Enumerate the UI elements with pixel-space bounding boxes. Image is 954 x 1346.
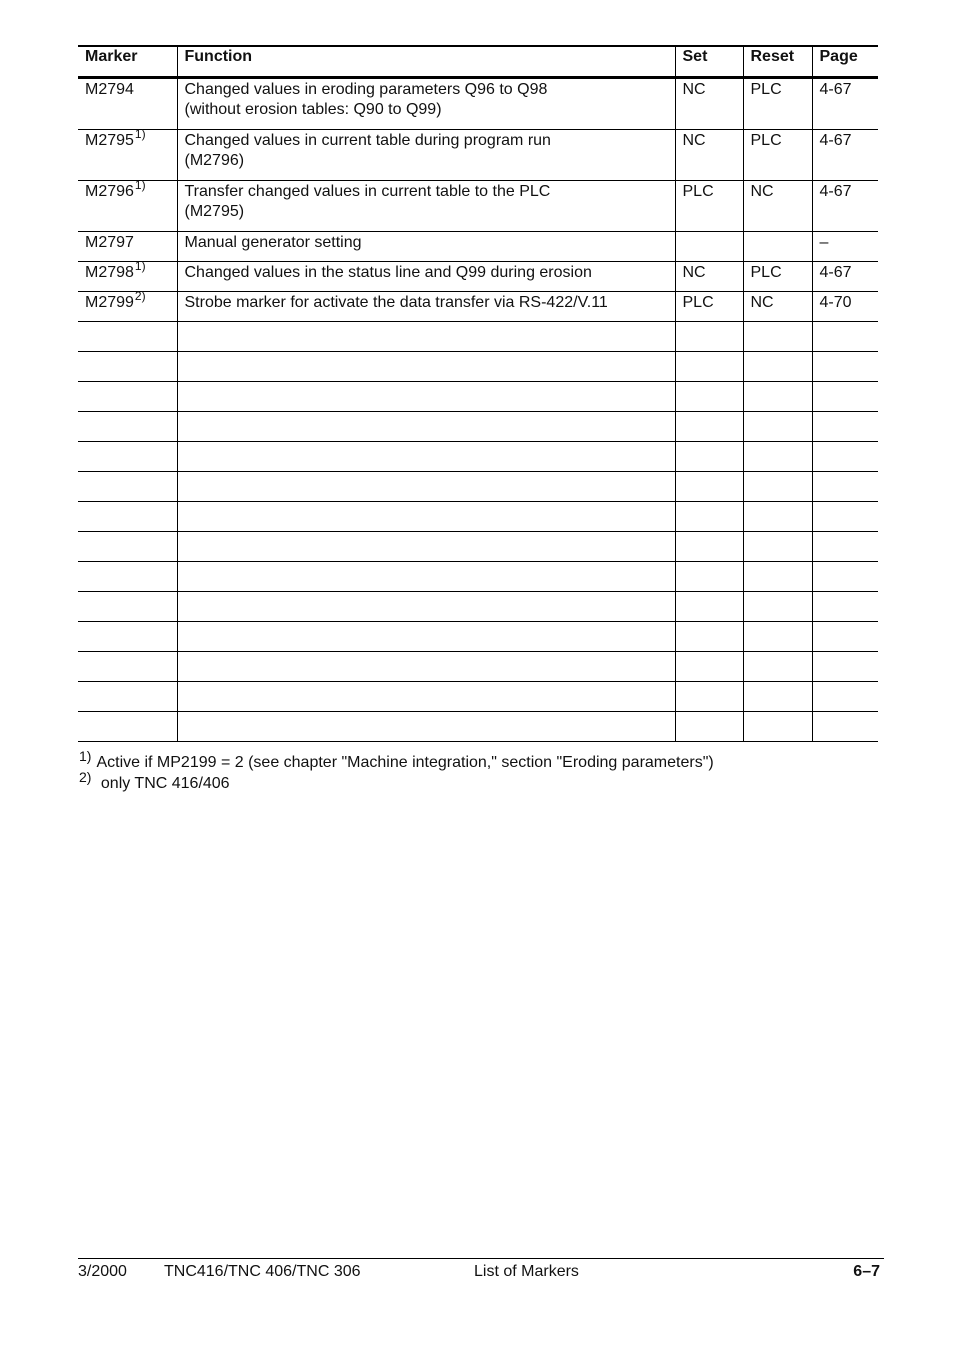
empty-cell: [675, 412, 743, 442]
cell-reset: PLC: [743, 130, 812, 181]
empty-cell: [675, 652, 743, 682]
cell-page: 4-67: [812, 262, 878, 292]
cell-reset: [743, 232, 812, 262]
empty-cell: [78, 682, 177, 712]
empty-cell: [675, 442, 743, 472]
empty-table-row: [78, 352, 878, 382]
empty-cell: [78, 442, 177, 472]
empty-cell: [78, 562, 177, 592]
cell-function: [177, 130, 675, 181]
empty-cell: [812, 622, 878, 652]
empty-cell: [675, 562, 743, 592]
empty-cell: [177, 652, 675, 682]
function-text-line: Manual generator setting: [184, 234, 362, 251]
empty-cell: [78, 502, 177, 532]
empty-cell: [177, 352, 675, 382]
cell-set: NC: [675, 78, 743, 130]
footnote-2: [79, 769, 714, 794]
empty-table-row: [78, 412, 878, 442]
function-text-line: Transfer changed values in current table to the PLC: [184, 183, 551, 200]
empty-cell: [812, 442, 878, 472]
footnote-1: [79, 748, 714, 773]
footnote-ref: 1): [134, 127, 146, 141]
cell-page: 4-67: [812, 130, 878, 181]
footnote-mark: 1): [79, 748, 92, 764]
empty-cell: [743, 502, 812, 532]
empty-cell: [675, 322, 743, 352]
empty-cell: [177, 562, 675, 592]
cell-function: [177, 78, 675, 130]
empty-cell: [177, 322, 675, 352]
empty-cell: [812, 712, 878, 742]
empty-cell: [78, 592, 177, 622]
empty-cell: [675, 352, 743, 382]
cell-reset: PLC: [743, 78, 812, 130]
function-text-line: Changed values in eroding parameters Q96 to Q98: [184, 81, 548, 98]
table-row: [78, 232, 878, 262]
empty-cell: [78, 472, 177, 502]
empty-cell: [743, 592, 812, 622]
cell-set: PLC: [675, 292, 743, 322]
header-set: Set: [675, 46, 743, 78]
cell-function: [177, 232, 675, 262]
cell-reset: NC: [743, 292, 812, 322]
empty-table-row: [78, 622, 878, 652]
table-row: [78, 292, 878, 322]
table-row: [78, 78, 878, 130]
empty-table-row: [78, 382, 878, 412]
marker-table: [78, 45, 878, 742]
empty-cell: [812, 592, 878, 622]
empty-table-row: [78, 472, 878, 502]
cell-set: NC: [675, 130, 743, 181]
empty-table-row: [78, 712, 878, 742]
cell-reset: NC: [743, 181, 812, 232]
empty-table-row: [78, 502, 878, 532]
header-reset: Reset: [743, 46, 812, 78]
empty-cell: [743, 712, 812, 742]
empty-cell: [812, 322, 878, 352]
empty-cell: [177, 682, 675, 712]
marker-id: M2799: [85, 294, 134, 311]
empty-cell: [812, 472, 878, 502]
empty-cell: [812, 682, 878, 712]
function-text-line: (M2796): [184, 152, 245, 169]
empty-cell: [177, 532, 675, 562]
cell-set: [675, 232, 743, 262]
empty-cell: [177, 622, 675, 652]
cell-marker: [78, 289, 177, 322]
empty-table-row: [78, 592, 878, 622]
empty-cell: [177, 442, 675, 472]
empty-table-row: [78, 682, 878, 712]
footnote-text: only TNC 416/406: [100, 775, 230, 792]
cell-set: NC: [675, 262, 743, 292]
empty-cell: [743, 382, 812, 412]
marker-id: M2797: [85, 234, 134, 251]
empty-cell: [177, 412, 675, 442]
empty-cell: [78, 712, 177, 742]
empty-cell: [812, 502, 878, 532]
empty-cell: [812, 652, 878, 682]
cell-page: 4-67: [812, 181, 878, 232]
cell-function: [177, 292, 675, 322]
cell-function: [177, 181, 675, 232]
header-page: Page: [812, 46, 878, 78]
cell-reset: PLC: [743, 262, 812, 292]
cell-function: [177, 262, 675, 292]
empty-cell: [743, 652, 812, 682]
marker-id: M2796: [85, 183, 134, 200]
empty-cell: [675, 682, 743, 712]
empty-cell: [812, 352, 878, 382]
footer-section-title: List of Markers: [474, 1263, 579, 1280]
marker-id: M2794: [85, 81, 134, 98]
empty-table-row: [78, 442, 878, 472]
table-row: [78, 262, 878, 292]
table-header-row: [78, 46, 878, 78]
cell-marker: [78, 232, 177, 262]
empty-cell: [675, 472, 743, 502]
header-marker: Marker: [78, 46, 177, 78]
empty-cell: [78, 322, 177, 352]
empty-cell: [177, 382, 675, 412]
empty-cell: [743, 442, 812, 472]
empty-cell: [78, 532, 177, 562]
cell-page: –: [812, 232, 878, 262]
function-text-line: Changed values in current table during program run: [184, 132, 551, 149]
empty-table-row: [78, 652, 878, 682]
footer-date: 3/2000: [78, 1263, 127, 1280]
empty-table-row: [78, 322, 878, 352]
cell-marker: [78, 78, 177, 130]
empty-cell: [78, 412, 177, 442]
empty-cell: [78, 352, 177, 382]
empty-table-row: [78, 532, 878, 562]
page-number: 6–7: [853, 1263, 880, 1280]
empty-cell: [675, 532, 743, 562]
table-row: [78, 181, 878, 232]
footnote-mark: 2): [79, 769, 92, 785]
empty-cell: [177, 502, 675, 532]
table-row: [78, 130, 878, 181]
header-function: Function: [177, 46, 675, 78]
empty-cell: [812, 532, 878, 562]
function-text-line: Strobe marker for activate the data transfer via RS-422/V.11: [184, 294, 608, 311]
empty-cell: [177, 712, 675, 742]
empty-cell: [743, 682, 812, 712]
footnote-ref: 2): [134, 289, 146, 303]
table-body: [78, 78, 878, 742]
function-text-line: (M2795): [184, 203, 245, 220]
empty-cell: [177, 592, 675, 622]
cell-page: 4-70: [812, 292, 878, 322]
empty-cell: [812, 562, 878, 592]
cell-page: 4-67: [812, 78, 878, 130]
empty-cell: [675, 622, 743, 652]
marker-id: M2795: [85, 132, 134, 149]
footnote-ref: 1): [134, 259, 146, 273]
function-text-line: (without erosion tables: Q90 to Q99): [184, 101, 442, 118]
page-footer: [78, 1258, 884, 1285]
empty-cell: [78, 622, 177, 652]
empty-cell: [743, 622, 812, 652]
footnotes: [79, 748, 714, 794]
empty-cell: [743, 532, 812, 562]
empty-cell: [78, 382, 177, 412]
empty-cell: [675, 712, 743, 742]
empty-cell: [78, 652, 177, 682]
cell-set: PLC: [675, 181, 743, 232]
empty-cell: [743, 562, 812, 592]
empty-cell: [743, 412, 812, 442]
empty-cell: [743, 322, 812, 352]
empty-cell: [743, 352, 812, 382]
cell-marker: [78, 259, 177, 292]
footer-product: TNC416/TNC 406/TNC 306: [164, 1263, 361, 1280]
marker-id: M2798: [85, 264, 134, 281]
footnote-ref: 1): [134, 178, 146, 192]
empty-cell: [675, 382, 743, 412]
footnote-text: Active if MP2199 = 2 (see chapter "Machine integration," section "Eroding parameters"): [96, 754, 714, 771]
empty-cell: [812, 412, 878, 442]
empty-cell: [743, 472, 812, 502]
function-text-line: Changed values in the status line and Q99 during erosion: [184, 264, 592, 281]
empty-cell: [812, 382, 878, 412]
empty-cell: [675, 502, 743, 532]
cell-marker: [78, 127, 177, 181]
empty-cell: [177, 472, 675, 502]
empty-table-row: [78, 562, 878, 592]
empty-cell: [675, 592, 743, 622]
cell-marker: [78, 178, 177, 232]
